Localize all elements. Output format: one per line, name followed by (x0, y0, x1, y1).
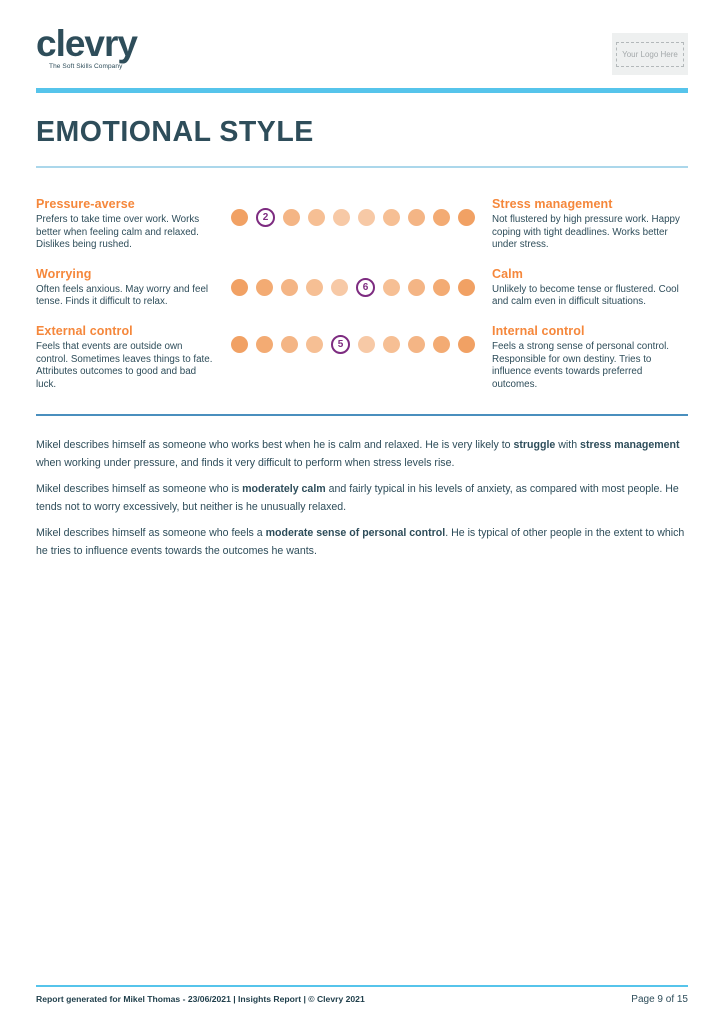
score-marker: 2 (256, 208, 275, 227)
brand-logo (36, 23, 137, 71)
scale-title-stress-management: Stress management (492, 197, 613, 211)
scale-dot (231, 209, 248, 226)
scale-dot (281, 279, 298, 296)
body-text: Mikel describes himself as someone who works best when he is calm and relaxed. He is very likely to (36, 439, 514, 452)
score-marker: 6 (356, 278, 375, 297)
score-marker: 5 (331, 335, 350, 354)
scale-dot (433, 209, 450, 226)
scale-dot (281, 336, 298, 353)
scale-title-calm: Calm (492, 266, 523, 281)
scale-dots-control (230, 324, 476, 354)
scale-desc-worrying: Often feels anxious. May worry and feel tense. Finds it difficult to relax. (36, 283, 209, 308)
scale-dot (383, 336, 400, 353)
narrative-paragraph-calm (36, 481, 688, 516)
scale-title-pressure-averse: Pressure-averse (36, 197, 135, 211)
emphasized-text: struggle (513, 439, 556, 452)
scale-dot (358, 336, 375, 353)
scale-dots-worrying (230, 267, 476, 297)
scale-dot (283, 209, 300, 226)
brand-logo-text: clevry (36, 23, 137, 64)
narrative-paragraph-control (36, 525, 688, 560)
scale-dot (308, 209, 325, 226)
scale-title-external-control: External control (36, 323, 133, 338)
footer-report-info: Report generated for Mikel Thomas - 23/06/2021 | Insights Report | © Clevry 2021 (36, 994, 365, 1004)
scale-dot (231, 336, 248, 353)
page-footer (36, 985, 688, 1005)
scale-dot (256, 279, 273, 296)
scale-dot (331, 279, 348, 296)
emphasized-text: stress management (580, 439, 680, 452)
narrative-section (36, 437, 688, 560)
scale-dot (306, 279, 323, 296)
scale-dot (383, 209, 400, 226)
scale-desc-calm: Unlikely to become tense or flustered. Cool and calm even in difficult situations. (492, 283, 679, 308)
scale-row-pressure (36, 197, 688, 252)
page-header (36, 0, 688, 75)
scale-dot (408, 209, 425, 226)
client-logo-placeholder-label: Your Logo Here (616, 42, 684, 67)
scale-dot (408, 279, 425, 296)
scale-dot (408, 336, 425, 353)
scale-dot (433, 336, 450, 353)
scale-left-pressure-averse (36, 197, 214, 252)
body-text: when working under pressure, and finds it very difficult to perform when stress levels rise. (36, 456, 455, 469)
scale-desc-external-control: Feels that events are outside own control. Sometimes leaves things to fate. Attributes outcomes to good and bad luck. (36, 340, 213, 390)
scale-row-control (36, 324, 688, 391)
scale-desc-stress-management: Not flustered by high pressure work. Happy coping with tight deadlines. Works better under stress. (492, 214, 680, 251)
scale-desc-internal-control: Feels a strong sense of personal control. Responsible for own destiny. Tries to influence events towards preferred outcomes. (492, 340, 669, 390)
scale-dot (306, 336, 323, 353)
scale-title-internal-control: Internal control (492, 323, 585, 338)
scale-dot (256, 336, 273, 353)
body-text: . He is typical of other people in the extent to which he tries to influence events towards the outcomes he wants. (36, 527, 685, 557)
brand-tagline: The Soft Skills Company (49, 63, 123, 71)
page-title: EMOTIONAL STYLE (36, 116, 314, 148)
scale-row-worrying (36, 267, 688, 309)
body-text: and fairly typical in his levels of anxiety, as compared with most people. He tends not to worry excessively, but neither is he unusually relaxed. (36, 483, 679, 513)
scale-dot (458, 279, 475, 296)
scale-dot (383, 279, 400, 296)
header-divider (36, 88, 688, 93)
scale-right-internal-control (492, 324, 688, 391)
emphasized-text: moderately calm (242, 483, 326, 496)
scale-right-stress-management (492, 197, 688, 252)
footer-page-number: Page 9 of 15 (631, 994, 688, 1005)
scale-dot (231, 279, 248, 296)
scale-dots-pressure (230, 197, 476, 227)
scale-left-external-control (36, 324, 214, 391)
scale-right-calm (492, 267, 688, 309)
scale-desc-pressure-averse: Prefers to take time over work. Works better when feeling calm and relaxed. Dislikes being rushed. (36, 214, 200, 251)
client-logo-placeholder (612, 33, 688, 75)
emphasized-text: moderate sense of personal control (265, 527, 446, 540)
scale-title-worrying: Worrying (36, 266, 92, 281)
scale-section (36, 197, 688, 391)
scale-dot (333, 209, 350, 226)
body-text: with (555, 439, 581, 452)
scale-dot (458, 336, 475, 353)
scale-dot (458, 209, 475, 226)
footer-divider (36, 985, 688, 987)
scale-dot (433, 279, 450, 296)
body-text: Mikel describes himself as someone who feels a (36, 527, 266, 540)
scale-left-worrying (36, 267, 214, 309)
narrative-paragraph-stress (36, 437, 688, 472)
body-text: Mikel describes himself as someone who is (36, 483, 243, 496)
narrative-divider (36, 414, 688, 416)
title-divider (36, 166, 688, 168)
scale-dot (358, 209, 375, 226)
